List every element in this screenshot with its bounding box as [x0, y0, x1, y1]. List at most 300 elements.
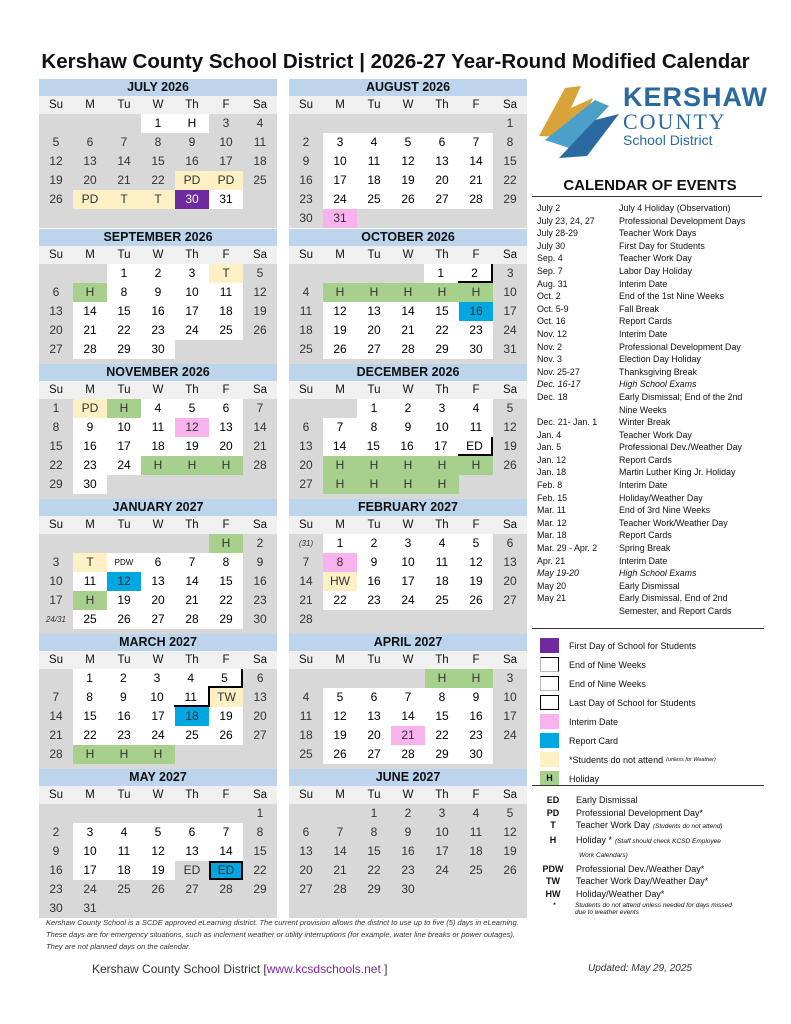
- day-cell: 24: [493, 321, 527, 340]
- day-cell: 27: [425, 190, 459, 209]
- day-cell: [289, 399, 323, 418]
- day-cell: 13: [141, 572, 175, 591]
- day-cell: [391, 899, 425, 918]
- event-row: [537, 555, 765, 568]
- week-row: [289, 190, 527, 209]
- day-cell: 14: [39, 707, 73, 726]
- month-calendar: [39, 364, 277, 495]
- day-cell: 2: [391, 804, 425, 823]
- day-cell: 1: [357, 804, 391, 823]
- day-cell: 4: [289, 688, 323, 707]
- day-cell: 17: [424, 437, 458, 456]
- day-cell: 18: [289, 321, 323, 340]
- day-cell: 7: [289, 553, 323, 572]
- day-cell: 10: [73, 842, 107, 861]
- weekday-label: Tu: [367, 519, 381, 531]
- day-cell: 3: [209, 114, 243, 133]
- week-row: [39, 190, 277, 209]
- day-cell: [39, 669, 73, 688]
- day-cell: 24: [425, 861, 459, 880]
- event-text: Holiday/Weather Day: [619, 492, 703, 503]
- day-cell: 4: [243, 114, 277, 133]
- day-cell: 2: [243, 534, 277, 553]
- abbreviation-row: [538, 888, 763, 901]
- week-row: [289, 418, 527, 437]
- week-row: [39, 264, 277, 283]
- footer-name: Kershaw County School District: [92, 962, 261, 976]
- day-cell: 17: [107, 437, 141, 456]
- event-row: [537, 366, 765, 379]
- day-cell: 23: [141, 321, 175, 340]
- day-cell: [323, 114, 357, 133]
- day-cell: 30: [243, 610, 277, 629]
- weekday-label: M: [335, 789, 345, 801]
- weekday-label: Tu: [117, 249, 131, 261]
- day-cell: [459, 610, 493, 629]
- weekday-label: Th: [435, 99, 449, 111]
- day-cell: 21: [39, 726, 73, 745]
- event-row: [537, 592, 765, 605]
- day-cell: 28: [391, 745, 425, 764]
- weekday-label: Tu: [117, 99, 131, 111]
- day-cell: 4: [141, 399, 175, 418]
- updated-date: Updated: May 29, 2025: [588, 963, 692, 974]
- day-cell: 10: [391, 553, 425, 572]
- day-cell: 22: [425, 726, 459, 745]
- weekday-label: W: [152, 654, 164, 666]
- day-cell: H: [209, 534, 243, 553]
- day-cell: 4: [425, 534, 459, 553]
- day-cell: H: [391, 475, 425, 494]
- event-row: [537, 227, 765, 240]
- day-cell: H: [357, 456, 391, 475]
- legend-swatch: [540, 752, 559, 767]
- week-row: [289, 399, 527, 418]
- month-calendar: [289, 229, 527, 360]
- day-cell: [73, 114, 107, 133]
- weekday-label: Su: [298, 384, 314, 396]
- day-cell: [73, 264, 107, 283]
- month-title: DECEMBER 2026: [289, 364, 527, 381]
- day-cell: 12: [39, 152, 73, 171]
- event-row: [537, 240, 765, 253]
- day-cell: 31: [209, 190, 243, 209]
- day-cell: 3: [73, 823, 107, 842]
- day-cell: H: [459, 669, 493, 688]
- week-row: [289, 437, 527, 456]
- event-text: Professional Development Day: [619, 341, 741, 352]
- day-cell: ED: [209, 861, 243, 880]
- week-row: [39, 152, 277, 171]
- abbreviation-text: Teacher Work Day/Weather Day*: [576, 876, 709, 886]
- week-row: [289, 114, 527, 133]
- day-cell: 5: [493, 399, 527, 418]
- week-row: [39, 745, 277, 764]
- event-text: Thanksgiving Break: [619, 366, 697, 377]
- day-cell: 21: [459, 171, 493, 190]
- day-cell: 29: [243, 880, 277, 899]
- day-cell: 7: [39, 688, 73, 707]
- day-cell: 20: [289, 861, 323, 880]
- day-cell: 22: [39, 456, 73, 475]
- day-cell: 16: [289, 171, 323, 190]
- day-cell: 13: [243, 688, 277, 707]
- day-cell: 1: [39, 399, 73, 418]
- day-cell: 4: [107, 823, 141, 842]
- week-row: [289, 152, 527, 171]
- day-cell: 29: [39, 475, 73, 494]
- event-date: Mar. 29 - Apr. 2: [537, 543, 598, 554]
- day-cell: 4: [289, 283, 323, 302]
- day-cell: [107, 899, 141, 918]
- weekday-label: M: [85, 249, 95, 261]
- abbreviation-row: [538, 848, 763, 863]
- day-cell: 5: [208, 669, 244, 688]
- event-row: [537, 580, 765, 593]
- day-cell: [39, 264, 73, 283]
- day-cell: 24: [141, 726, 175, 745]
- weekday-header: [39, 381, 277, 399]
- event-date: Jan. 18: [537, 467, 567, 478]
- day-cell: H: [73, 283, 107, 302]
- day-cell: 17: [391, 572, 425, 591]
- event-text: Report Cards: [619, 530, 672, 541]
- day-cell: [493, 899, 527, 918]
- day-cell: 13: [357, 707, 391, 726]
- day-cell: 22: [357, 861, 391, 880]
- event-text: Interim Date: [619, 555, 668, 566]
- event-text: Teacher Work Days: [619, 228, 697, 239]
- event-row: [537, 290, 765, 303]
- weekday-label: Sa: [252, 384, 268, 396]
- legend-label: Holiday: [569, 773, 600, 784]
- day-cell: PDW: [107, 553, 141, 572]
- abbreviation-value: [576, 819, 723, 834]
- day-cell: 18: [425, 572, 459, 591]
- month-calendar: [289, 499, 527, 630]
- weekday-label: Th: [185, 654, 199, 666]
- event-row: [537, 517, 765, 530]
- day-cell: 23: [107, 726, 141, 745]
- day-cell: H: [141, 456, 175, 475]
- weekday-label: M: [85, 99, 95, 111]
- event-row: [537, 404, 765, 417]
- event-date: May 21: [537, 593, 567, 604]
- week-row: [39, 399, 277, 418]
- day-cell: 22: [493, 171, 527, 190]
- day-cell: 1: [73, 669, 107, 688]
- event-date: July 2: [537, 203, 561, 213]
- abbreviation-value: [576, 875, 708, 888]
- day-cell: 21: [289, 591, 323, 610]
- month-title: MAY 2027: [39, 769, 277, 786]
- legend-label: Report Card: [569, 735, 619, 746]
- day-cell: 14: [289, 572, 323, 591]
- day-cell: 5: [323, 688, 357, 707]
- day-cell: 15: [209, 572, 243, 591]
- weekday-label: M: [335, 99, 345, 111]
- day-cell: 29: [209, 610, 243, 629]
- day-cell: 25: [209, 321, 243, 340]
- day-cell: 26: [323, 340, 357, 359]
- abbreviation-text: Holiday/Weather Day*: [576, 888, 665, 899]
- day-cell: 5: [243, 264, 277, 283]
- legend-swatch: H: [540, 771, 559, 786]
- day-cell: [425, 899, 459, 918]
- weekday-header: [39, 96, 277, 114]
- event-date: Jan. 12: [537, 454, 567, 465]
- event-date: Oct. 16: [537, 316, 566, 327]
- week-row: [289, 842, 527, 861]
- day-cell: 13: [175, 842, 209, 861]
- day-cell: 8: [243, 823, 277, 842]
- day-cell: 12: [141, 842, 175, 861]
- day-cell: [459, 209, 493, 228]
- day-cell: 2: [141, 264, 175, 283]
- day-cell: 24: [391, 591, 425, 610]
- week-row: [289, 823, 527, 842]
- event-text: Professional Development Days: [619, 215, 746, 226]
- month-calendar: [289, 634, 527, 765]
- day-cell: 27: [243, 726, 277, 745]
- day-cell: 15: [107, 302, 141, 321]
- day-cell: [209, 475, 243, 494]
- day-cell: [175, 899, 209, 918]
- day-cell: [73, 534, 107, 553]
- day-cell: 19: [493, 437, 527, 456]
- day-cell: H: [175, 114, 209, 133]
- event-text: Nine Weeks: [619, 404, 667, 415]
- day-cell: 14: [107, 152, 141, 171]
- day-cell: 21: [391, 726, 425, 745]
- day-cell: [175, 534, 209, 553]
- day-cell: 15: [425, 707, 459, 726]
- weekday-label: Su: [298, 789, 314, 801]
- day-cell: 27: [175, 880, 209, 899]
- weekday-label: F: [222, 384, 230, 396]
- day-cell: 20: [209, 437, 243, 456]
- event-date: Dec. 16-17: [537, 379, 581, 390]
- day-cell: [107, 475, 141, 494]
- day-cell: [356, 264, 390, 283]
- day-cell: [107, 804, 141, 823]
- day-cell: 15: [141, 152, 175, 171]
- day-cell: 18: [107, 861, 141, 880]
- day-cell: 16: [243, 572, 277, 591]
- day-cell: 7: [243, 399, 277, 418]
- event-row: [537, 605, 765, 618]
- event-row: [537, 303, 765, 316]
- day-cell: 13: [209, 418, 243, 437]
- day-cell: [391, 610, 425, 629]
- week-row: [289, 171, 527, 190]
- event-text: High School Exams: [619, 379, 697, 390]
- day-cell: 15: [493, 152, 527, 171]
- day-cell: 17: [323, 171, 357, 190]
- abbreviation-value: [576, 834, 721, 849]
- abbreviation-value: [576, 888, 664, 901]
- weekday-label: W: [152, 99, 164, 111]
- day-cell: 29: [425, 340, 459, 359]
- day-cell: 6: [289, 823, 323, 842]
- abbreviation-note: Work Calendars): [579, 852, 628, 859]
- day-cell: [141, 209, 175, 228]
- day-cell: 16: [459, 302, 493, 321]
- weekday-label: Tu: [367, 99, 381, 111]
- day-cell: [175, 804, 209, 823]
- day-cell: 28: [459, 190, 493, 209]
- event-row: [537, 353, 765, 366]
- month-title: FEBRUARY 2027: [289, 499, 527, 516]
- event-text: Interim Date: [619, 328, 668, 339]
- event-date: Jan. 4: [537, 429, 562, 440]
- day-cell: 24: [323, 190, 357, 209]
- day-cell: H: [175, 456, 209, 475]
- day-cell: 18: [209, 302, 243, 321]
- legend-swatch: [540, 714, 559, 729]
- day-cell: 27: [357, 745, 391, 764]
- day-cell: 22: [425, 321, 459, 340]
- day-cell: 19: [175, 437, 209, 456]
- weekday-label: Sa: [502, 99, 518, 111]
- day-cell: 26: [459, 591, 493, 610]
- day-cell: 4: [357, 133, 391, 152]
- weekday-label: Th: [185, 519, 199, 531]
- day-cell: [39, 209, 73, 228]
- event-text: Teacher Work Day: [619, 253, 692, 264]
- abbreviation-note: [553, 902, 743, 916]
- note-text: Students do not attend unless needed for days missed due to weather events: [575, 902, 732, 916]
- event-date: July 28-29: [537, 228, 578, 239]
- abbreviation-text: Professional Dev./Weather Day*: [576, 863, 705, 874]
- month-title: JANUARY 2027: [39, 499, 277, 516]
- legend-row: [540, 636, 765, 655]
- abbreviation-note: (Staff should check KCSD Employee: [615, 837, 721, 845]
- week-row: [39, 114, 277, 133]
- event-date: [537, 404, 619, 417]
- abbreviation-key: H: [549, 834, 557, 845]
- day-cell: 3: [425, 399, 459, 418]
- legend-label: Interim Date: [569, 716, 619, 727]
- day-cell: [243, 209, 277, 228]
- week-row: [39, 534, 277, 553]
- day-cell: 14: [323, 842, 357, 861]
- month-title: OCTOBER 2026: [289, 229, 527, 246]
- day-cell: 8: [141, 133, 175, 152]
- divider: [532, 785, 764, 786]
- event-row: [537, 252, 765, 265]
- day-cell: 16: [390, 437, 424, 456]
- day-cell: [141, 899, 175, 918]
- day-cell: 14: [391, 302, 425, 321]
- page-title: Kershaw County School District | 2026-27 Year-Round Modified Calendar: [41, 50, 750, 73]
- website-link[interactable]: www.kcsdschools.net: [266, 962, 381, 976]
- event-date: May 19-20: [537, 568, 579, 579]
- week-row: [289, 321, 527, 340]
- day-cell: [209, 745, 243, 764]
- day-cell: 29: [357, 880, 391, 899]
- day-cell: [323, 610, 357, 629]
- weekday-label: Sa: [252, 654, 268, 666]
- day-cell: 23: [391, 861, 425, 880]
- day-cell: 30: [459, 745, 493, 764]
- day-cell: 11: [425, 553, 459, 572]
- week-row: [39, 804, 277, 823]
- weekday-label: Th: [435, 519, 449, 531]
- day-cell: 1: [243, 804, 277, 823]
- weekday-label: M: [335, 249, 345, 261]
- weekday-label: Sa: [502, 789, 518, 801]
- day-cell: [391, 114, 425, 133]
- abbreviation-row: [538, 807, 763, 820]
- abbreviation-key: [538, 848, 568, 863]
- event-text: End of 3rd Nine Weeks: [619, 505, 711, 516]
- day-cell: 28: [289, 610, 323, 629]
- day-cell: 22: [107, 321, 141, 340]
- event-row: [537, 315, 765, 328]
- day-cell: 6: [73, 133, 107, 152]
- day-cell: 11: [174, 688, 210, 707]
- event-date: Aug. 31: [537, 278, 568, 289]
- day-cell: 11: [209, 283, 243, 302]
- day-cell: 6: [493, 534, 527, 553]
- month-calendar: [39, 499, 277, 630]
- event-text: Interim Date: [619, 480, 668, 491]
- day-cell: 10: [175, 283, 209, 302]
- abbreviation-legend: [538, 794, 763, 900]
- day-cell: 17: [493, 707, 527, 726]
- divider: [532, 196, 762, 197]
- weekday-label: M: [85, 384, 95, 396]
- weekday-label: M: [335, 384, 345, 396]
- week-row: [39, 437, 277, 456]
- day-cell: 1: [424, 264, 458, 283]
- event-date: Sep. 7: [537, 265, 563, 276]
- day-cell: 17: [39, 591, 73, 610]
- weekday-label: M: [85, 789, 95, 801]
- day-cell: PD: [175, 171, 209, 190]
- day-cell: PD: [73, 399, 107, 418]
- day-cell: [459, 899, 493, 918]
- weekday-label: W: [152, 249, 164, 261]
- day-cell: 7: [175, 553, 209, 572]
- month-calendar: [39, 229, 277, 360]
- abbreviation-text: Early Dismissal: [576, 795, 638, 805]
- event-row: [537, 378, 765, 391]
- day-cell: 7: [391, 688, 425, 707]
- day-cell: 12: [323, 707, 357, 726]
- day-cell: [73, 209, 107, 228]
- event-date: Feb. 8: [537, 480, 563, 491]
- day-cell: 12: [493, 418, 527, 437]
- weekday-label: Th: [435, 249, 449, 261]
- day-cell: 21: [107, 171, 141, 190]
- weekday-header: [39, 786, 277, 804]
- day-cell: 18: [175, 707, 209, 726]
- day-cell: [493, 745, 527, 764]
- logo-line3: School District: [623, 132, 713, 148]
- event-text: Election Day Holiday: [619, 354, 701, 365]
- week-row: [39, 707, 277, 726]
- event-row: [537, 265, 765, 278]
- event-text: Winter Break: [619, 417, 671, 428]
- week-row: [39, 302, 277, 321]
- day-cell: [175, 475, 209, 494]
- week-row: [289, 302, 527, 321]
- event-text: Report Cards: [619, 454, 672, 465]
- day-cell: 31: [493, 340, 527, 359]
- day-cell: 27: [289, 880, 323, 899]
